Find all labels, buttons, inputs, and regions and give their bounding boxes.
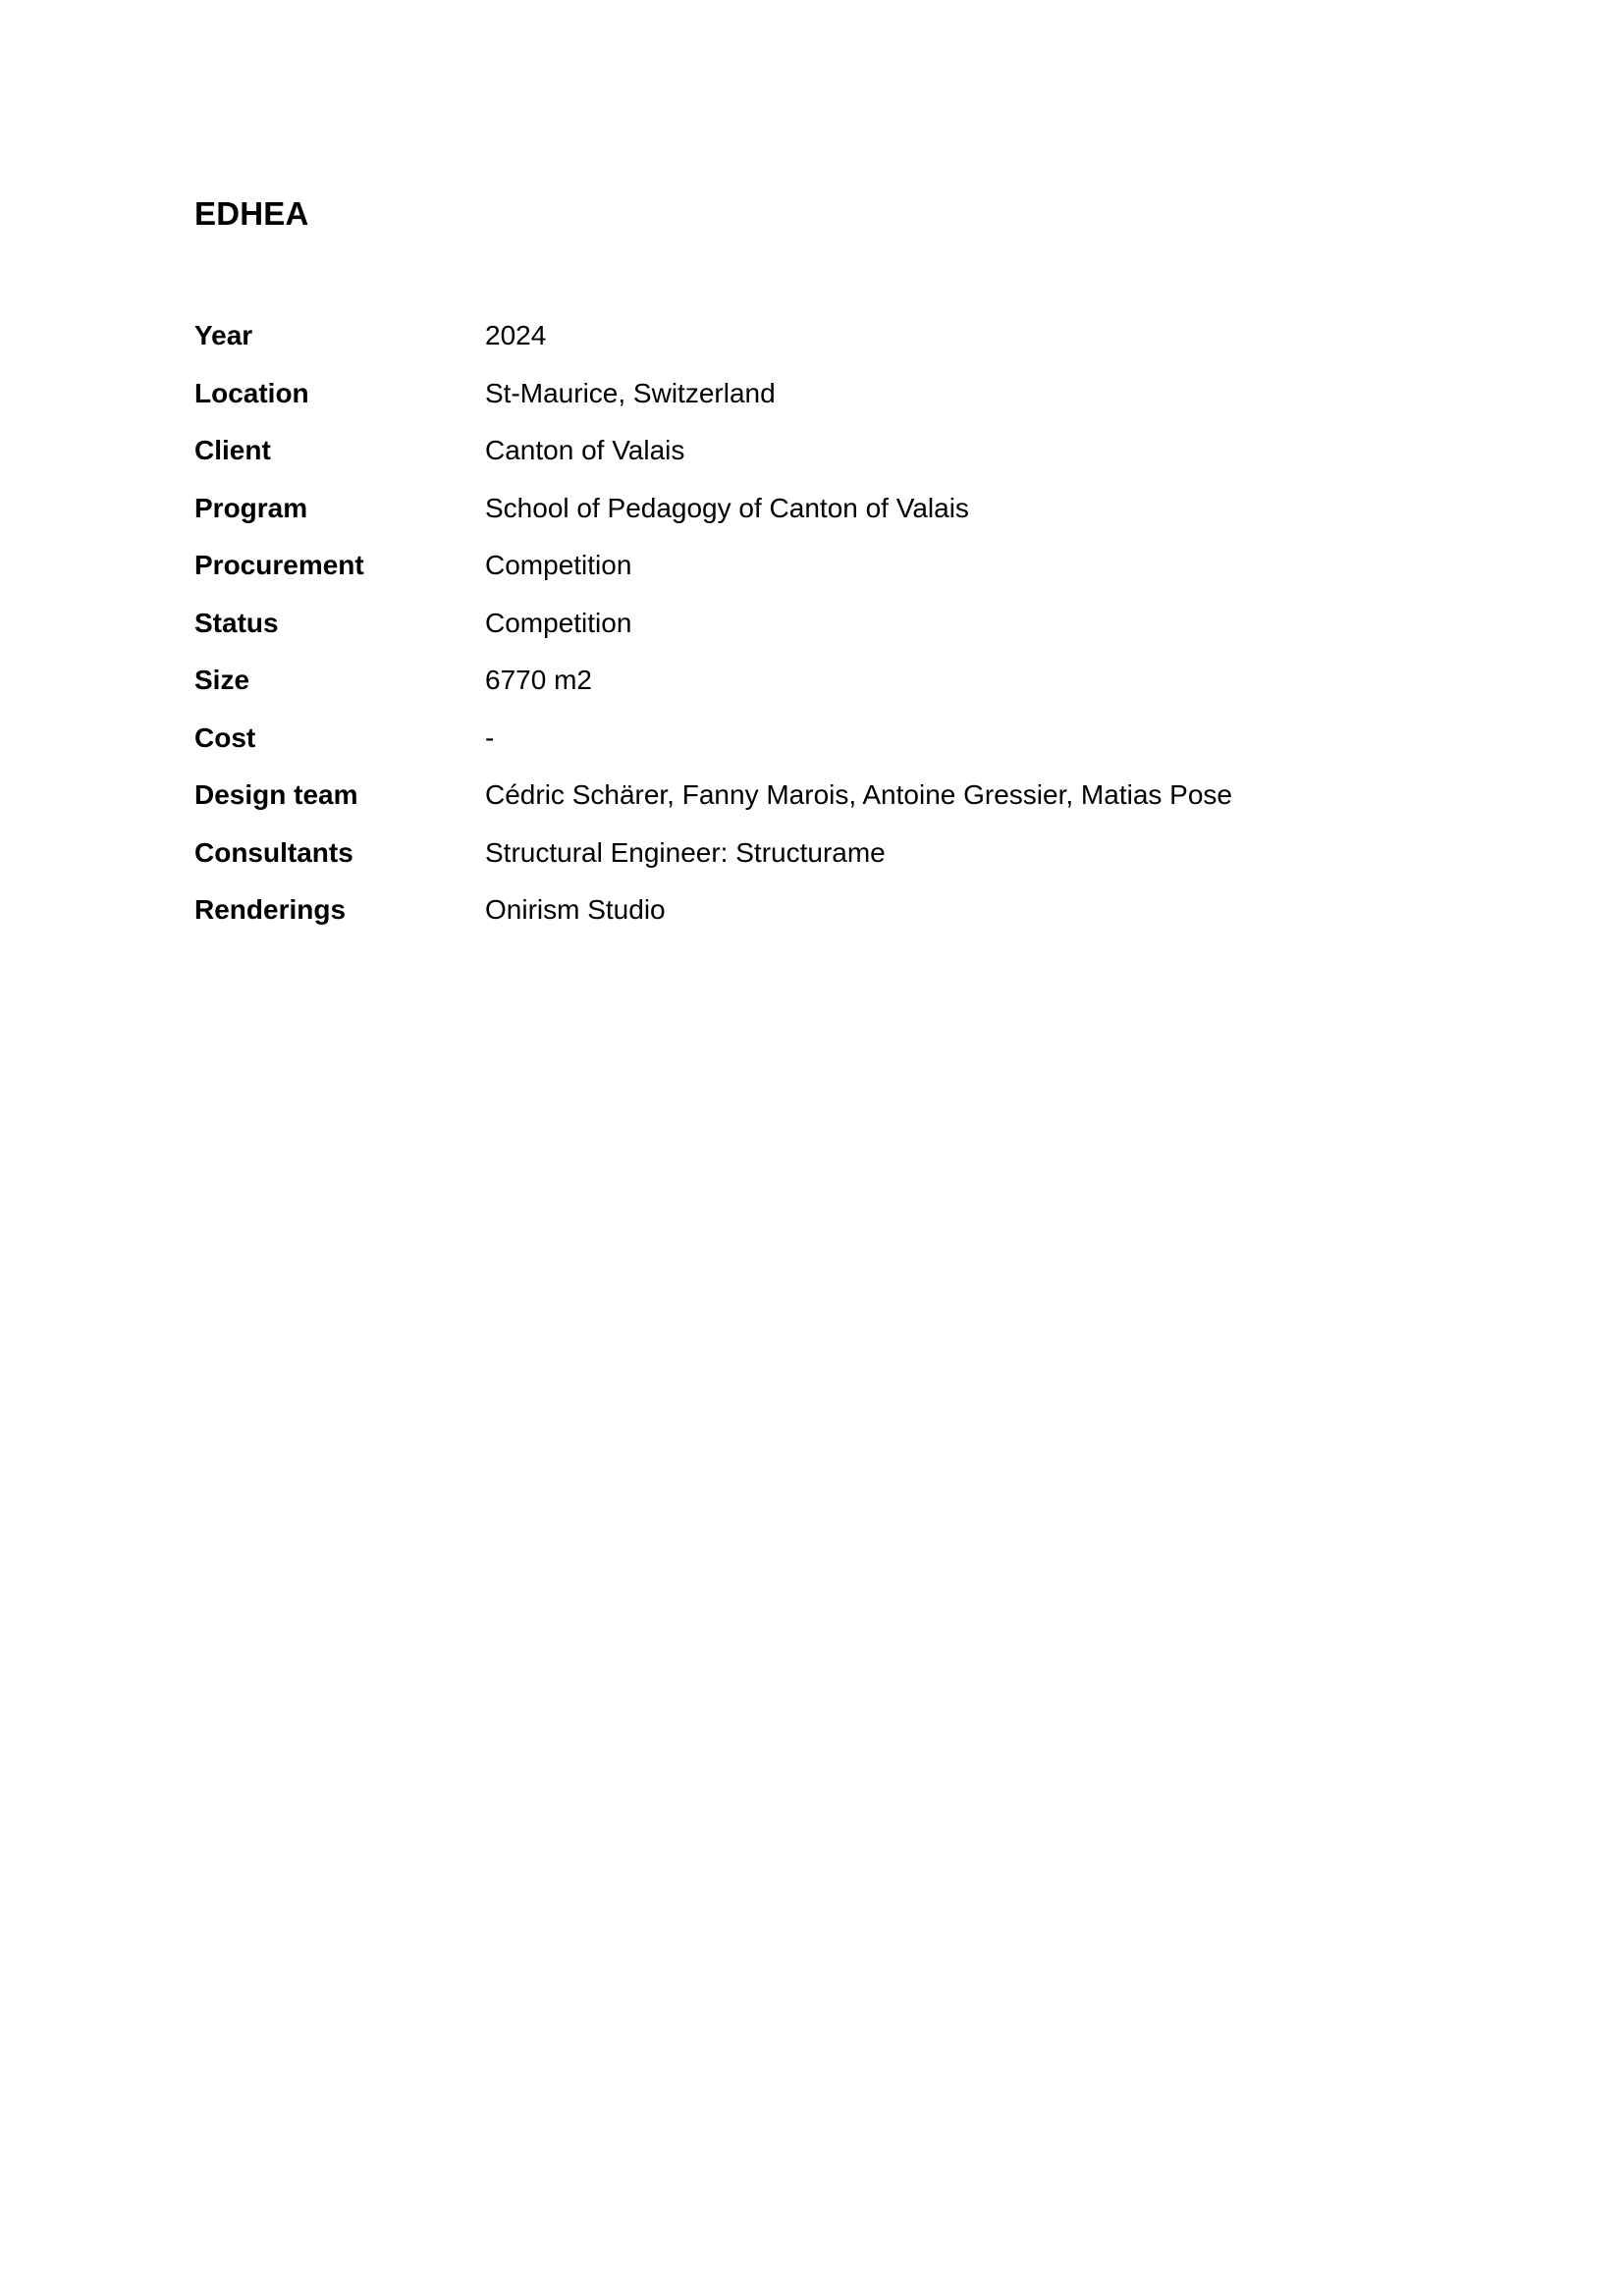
fact-row-renderings [194,881,1471,939]
fact-label: Design team [194,779,358,811]
fact-row-year [194,307,1471,365]
fact-value: 6770 m2 [485,665,592,696]
fact-label: Client [194,435,271,466]
fact-value: 2024 [485,320,547,351]
fact-label: Size [194,665,250,696]
project-title: EDHEA [194,195,309,232]
fact-value: Canton of Valais [485,435,685,466]
fact-row-cost [194,710,1471,768]
fact-value: School of Pedagogy of Canton of Valais [485,492,969,523]
fact-label: Cost [194,721,256,753]
fact-row-procurement [194,537,1471,595]
fact-row-status [194,595,1471,653]
fact-value: Structural Engineer: Structurame [485,836,886,868]
fact-label: Location [194,377,309,408]
fact-label: Year [194,320,253,351]
fact-label: Consultants [194,836,353,868]
fact-value: Onirism Studio [485,894,666,926]
fact-value: Competition [485,607,632,638]
fact-row-size [194,652,1471,710]
fact-value: - [485,721,495,753]
fact-value: St-Maurice, Switzerland [485,377,776,408]
fact-row-consultants [194,825,1471,882]
fact-label: Program [194,492,308,523]
project-fact-sheet [194,307,1471,939]
fact-label: Procurement [194,550,364,581]
fact-row-program [194,480,1471,538]
fact-value: Cédric Schärer, Fanny Marois, Antoine Gressier, Matias Pose [485,779,1232,811]
fact-row-location [194,365,1471,423]
fact-label: Status [194,607,279,638]
fact-row-design-team [194,767,1471,825]
fact-value: Competition [485,550,632,581]
fact-row-client [194,422,1471,480]
fact-label: Renderings [194,894,347,926]
